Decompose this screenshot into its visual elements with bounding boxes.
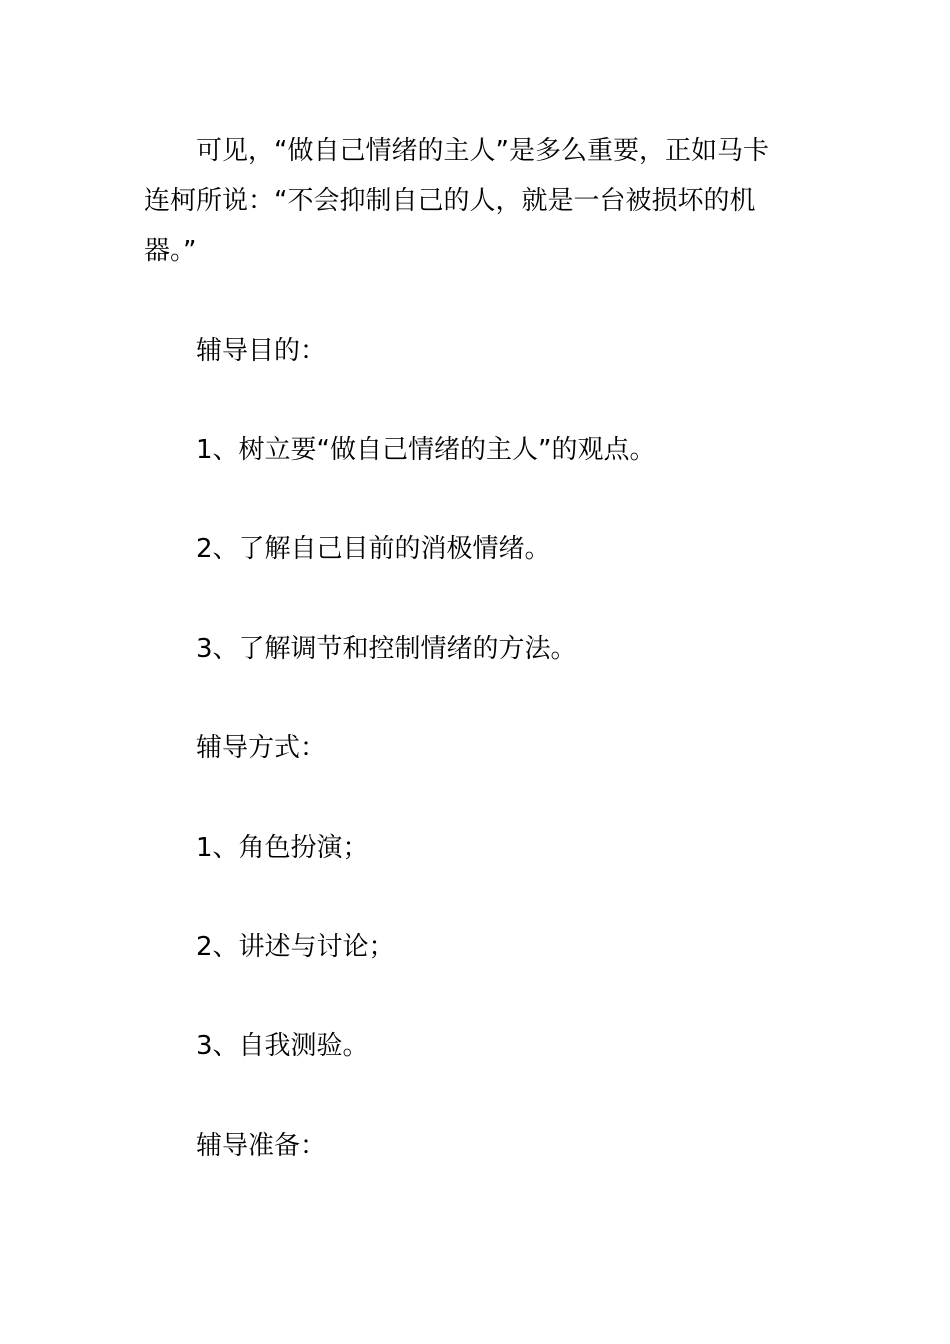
methods-heading: 辅导方式：	[196, 733, 327, 763]
goals-heading: 辅导目的：	[196, 336, 327, 366]
method-item: 3、自我测验。	[196, 1031, 369, 1061]
intro-line: 器。”	[144, 236, 197, 266]
goal-item: 2、了解自己目前的消极情绪。	[196, 534, 551, 564]
method-item: 2、讲述与讨论；	[196, 932, 395, 962]
intro-line: 可见，“做自己情绪的主人”是多么重要，正如马卡	[196, 136, 769, 166]
method-item: 1、角色扮演；	[196, 833, 369, 863]
goal-item: 3、了解调节和控制情绪的方法。	[196, 634, 577, 664]
prep-heading: 辅导准备：	[196, 1131, 327, 1161]
goal-item: 1、树立要“做自己情绪的主人”的观点。	[196, 435, 656, 465]
intro-paragraph	[144, 126, 824, 276]
intro-line: 连柯所说：“不会抑制自己的人，就是一台被损坏的机	[144, 186, 756, 216]
